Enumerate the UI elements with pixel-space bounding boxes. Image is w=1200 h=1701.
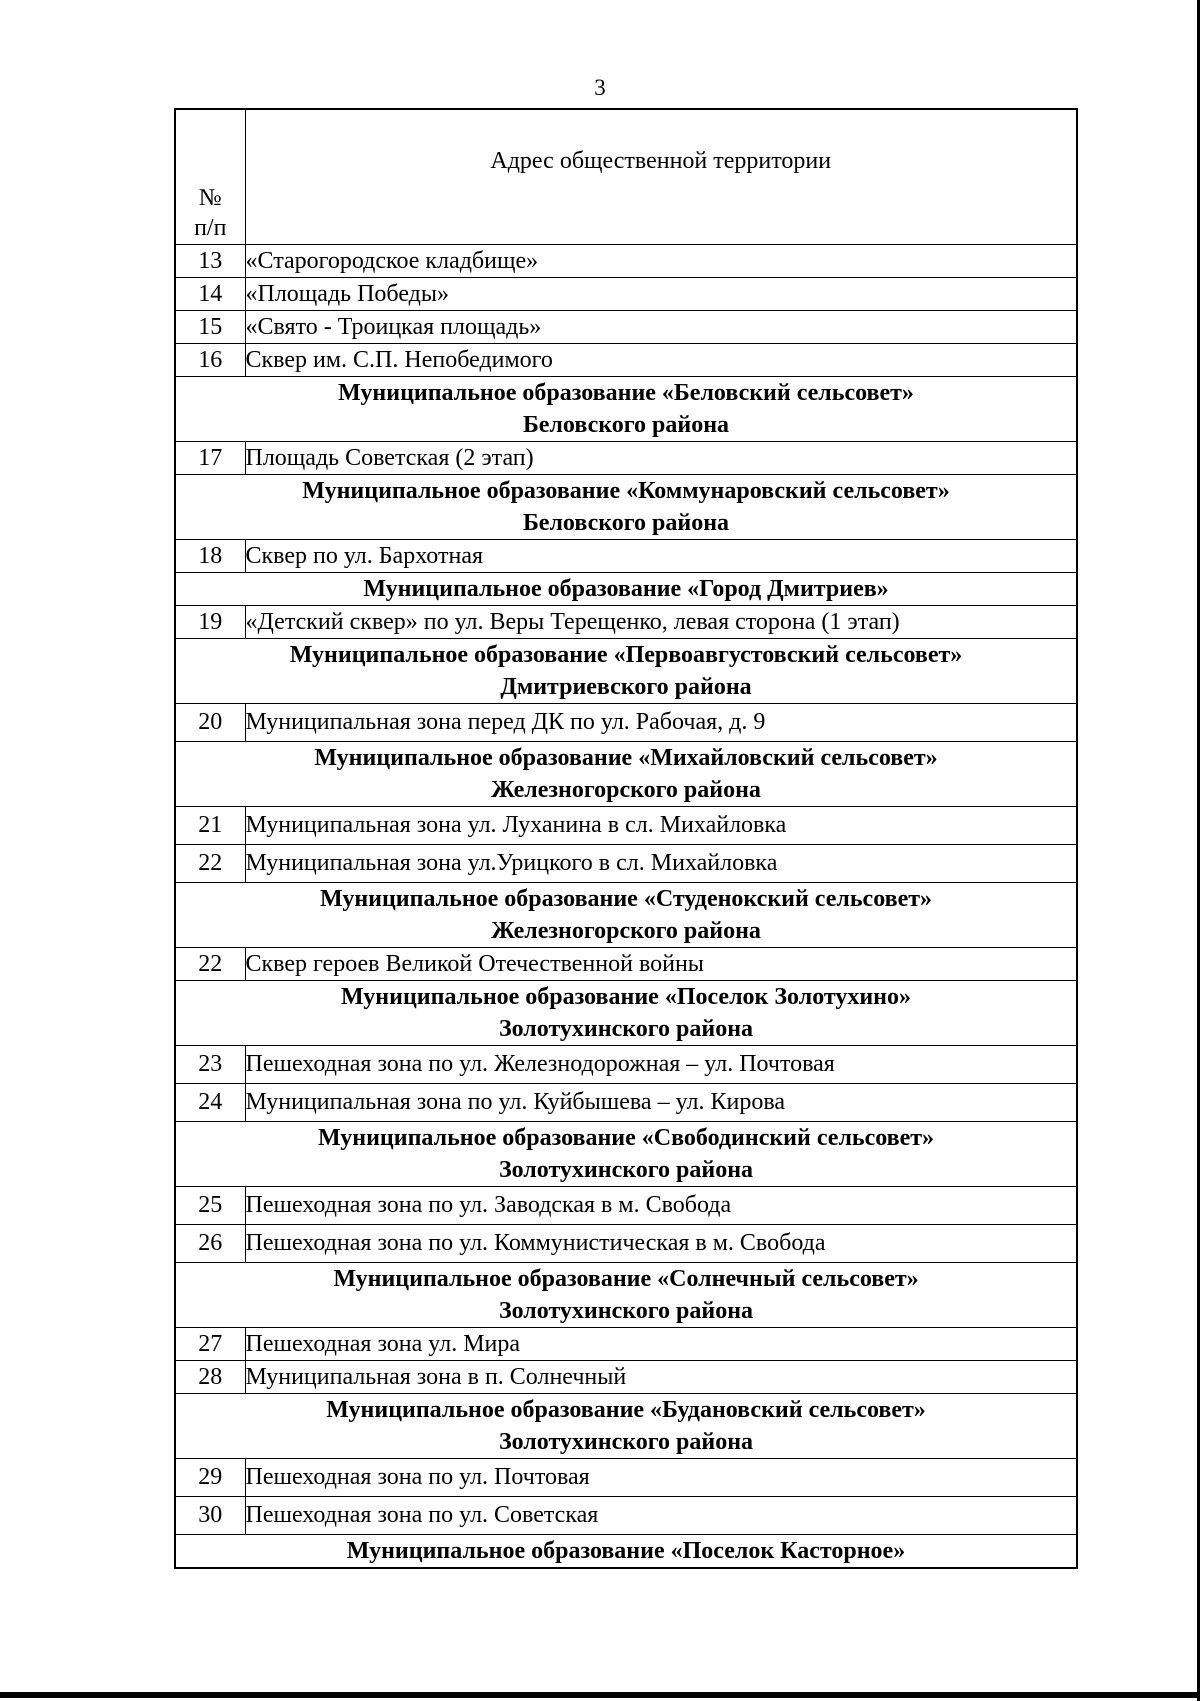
row-address: Сквер по ул. Бархотная [245,540,1077,573]
page-number: 3 [594,75,606,100]
section-heading [175,1122,1077,1187]
row-number: 14 [175,278,245,311]
row-number: 25 [175,1187,245,1225]
table-row [175,278,1077,311]
section-row [175,377,1077,442]
table-body [175,245,1077,1569]
row-number: 22 [175,948,245,981]
section-heading-line2: Золотухинского района [498,1016,754,1042]
row-address: Пешеходная зона по ул. Железнодорожная – ул. Почтовая [245,1046,1077,1084]
row-address: Муниципальная зона в п. Солнечный [245,1361,1077,1394]
row-address: Муниципальная зона ул. Луханина в сл. Михайловка [245,807,1077,845]
section-heading [175,742,1077,807]
column-header-number [175,109,245,245]
row-address: Муниципальная зона ул.Урицкого в сл. Михайловка [245,845,1077,883]
section-heading-line1: Муниципальное образование «Поселок Золотухино» [340,984,912,1010]
table-row [175,845,1077,883]
column-header-number-line1: № [198,185,222,211]
table-row [175,1225,1077,1263]
row-address: Сквер героев Великой Отечественной войны [245,948,1077,981]
row-address: Пешеходная зона по ул. Коммунистическая в м. Свобода [245,1225,1077,1263]
section-row [175,742,1077,807]
section-heading-line2: Золотухинского района [498,1429,754,1455]
row-number: 20 [175,704,245,742]
table-row [175,1084,1077,1122]
section-heading [175,475,1077,540]
table-row [175,1328,1077,1361]
section-heading-line1: Муниципальное образование «Коммунаровский сельсовет» [302,478,950,504]
row-address: Пешеходная зона по ул. Советская [245,1497,1077,1535]
section-heading [175,573,1077,606]
row-number: 22 [175,845,245,883]
row-number: 17 [175,442,245,475]
section-heading-line1: Муниципальное образование «Студенокский сельсовет» [319,886,933,912]
table-row [175,245,1077,278]
section-row [175,475,1077,540]
section-heading-line2: Дмитриевского района [500,674,752,700]
section-row [175,1394,1077,1459]
row-address: «Старогородское кладбище» [245,245,1077,278]
table-row [175,1361,1077,1394]
section-row [175,1263,1077,1328]
table-header-row [175,109,1077,245]
row-address: Сквер им. С.П. Непобедимого [245,344,1077,377]
section-row [175,883,1077,948]
section-row [175,573,1077,606]
section-heading-line1: Муниципальное образование «Поселок Касторное» [346,1538,906,1564]
section-row [175,1535,1077,1569]
table-row [175,442,1077,475]
table-row [175,807,1077,845]
row-address: Муниципальная зона по ул. Куйбышева – ул. Кирова [245,1084,1077,1122]
scan-edge-bottom [0,1692,1200,1698]
row-address: Площадь Советская (2 этап) [245,442,1077,475]
row-address: Пешеходная зона ул. Мира [245,1328,1077,1361]
section-heading-line2: Железногорского района [491,777,761,803]
row-number: 27 [175,1328,245,1361]
row-address: Муниципальная зона перед ДК по ул. Рабочая, д. 9 [245,704,1077,742]
row-number: 29 [175,1459,245,1497]
row-number: 13 [175,245,245,278]
territories-table [174,108,1078,1569]
row-number: 28 [175,1361,245,1394]
row-number: 18 [175,540,245,573]
section-heading [175,883,1077,948]
table-row [175,540,1077,573]
section-heading-line1: Муниципальное образование «Михайловский сельсовет» [314,745,938,771]
table-row [175,1459,1077,1497]
section-row [175,639,1077,704]
section-heading-line1: Муниципальное образование «Солнечный сельсовет» [333,1266,919,1292]
row-address: «Площадь Победы» [245,278,1077,311]
table-row [175,704,1077,742]
section-heading-line2: Беловского района [522,412,730,438]
row-address: Пешеходная зона по ул. Заводская в м. Свобода [245,1187,1077,1225]
row-number: 19 [175,606,245,639]
row-number: 15 [175,311,245,344]
section-heading-line1: Муниципальное образование «Будановский сельсовет» [326,1397,926,1423]
section-heading-line1: Муниципальное образование «Беловский сельсовет» [338,380,914,406]
section-heading [175,1535,1077,1569]
section-heading-line2: Беловского района [522,510,730,536]
row-address: «Детский сквер» по ул. Веры Терещенко, левая сторона (1 этап) [245,606,1077,639]
section-heading [175,377,1077,442]
table-row [175,344,1077,377]
section-heading-line1: Муниципальное образование «Первоавгустовский сельсовет» [289,642,963,668]
section-heading-line1: Муниципальное образование «Город Дмитриев» [363,576,889,602]
row-number: 16 [175,344,245,377]
section-row [175,981,1077,1046]
section-heading-line2: Золотухинского района [498,1298,754,1324]
row-number: 24 [175,1084,245,1122]
row-number: 26 [175,1225,245,1263]
column-header-number-line2: п/п [194,215,227,241]
section-heading-line2: Золотухинского района [498,1157,754,1183]
table-row [175,1497,1077,1535]
row-number: 30 [175,1497,245,1535]
table-row [175,948,1077,981]
row-address: Пешеходная зона по ул. Почтовая [245,1459,1077,1497]
section-row [175,1122,1077,1187]
section-heading [175,1263,1077,1328]
section-heading-line2: Железногорского района [491,918,761,944]
row-number: 21 [175,807,245,845]
table-row [175,311,1077,344]
table-row [175,606,1077,639]
section-heading [175,1394,1077,1459]
table-row [175,1046,1077,1084]
row-address: «Свято - Троицкая площадь» [245,311,1077,344]
section-heading [175,639,1077,704]
row-number: 23 [175,1046,245,1084]
section-heading [175,981,1077,1046]
table-row [175,1187,1077,1225]
column-header-address: Адрес общественной территории [245,109,1077,245]
section-heading-line1: Муниципальное образование «Свободинский сельсовет» [317,1125,935,1151]
